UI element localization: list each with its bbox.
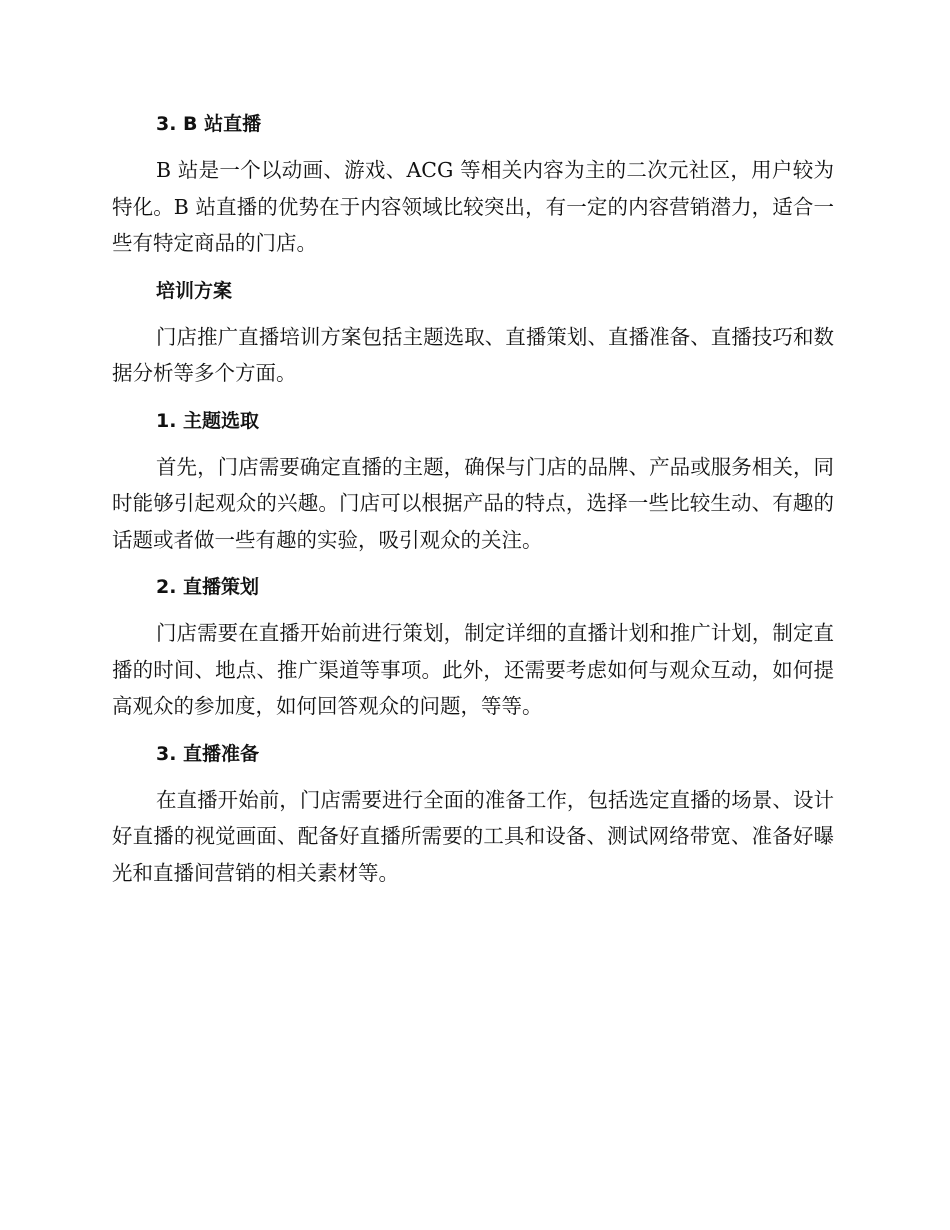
section-heading-bilibili-live: 3. B 站直播 bbox=[156, 113, 262, 135]
paragraph-live-preparation: 在直播开始前，门店需要进行全面的准备工作，包括选定直播的场景、设计好直播的视觉画面、配备好直播所需要的工具和设备、测试网络带宽、准备好曝光和直播间营销的相关素材等。 bbox=[112, 787, 835, 885]
paragraph-bilibili-live: B 站是一个以动画、游戏、ACG 等相关内容为主的二次元社区，用户较为特化。B 站直播的优势在于内容领域比较突出，有一定的内容营销潜力，适合一些有特定商品的门店。 bbox=[112, 158, 834, 255]
paragraph-training-plan: 门店推广直播培训方案包括主题选取、直播策划、直播准备、直播技巧和数据分析等多个方面。 bbox=[112, 324, 834, 385]
paragraph-live-planning: 门店需要在直播开始前进行策划，制定详细的直播计划和推广计划，制定直播的时间、地点、推广渠道等事项。此外，还需要考虑如何与观众互动，如何提高观众的参加度，如何回答观众的问题，等等。 bbox=[112, 621, 834, 718]
paragraph-topic-selection: 首先，门店需要确定直播的主题，确保与门店的品牌、产品或服务相关，同时能够引起观众的兴趣。门店可以根据产品的特点，选择一些比较生动、有趣的话题或者做一些有趣的实验，吸引观众的关注。 bbox=[112, 454, 834, 552]
section-heading-training-plan: 培训方案 bbox=[156, 279, 233, 302]
document-page bbox=[112, 108, 834, 904]
section-heading-live-preparation: 3. 直播准备 bbox=[156, 742, 260, 765]
section-heading-live-planning: 2. 直播策划 bbox=[156, 576, 260, 598]
section-heading-topic-selection: 1. 主题选取 bbox=[156, 409, 260, 432]
